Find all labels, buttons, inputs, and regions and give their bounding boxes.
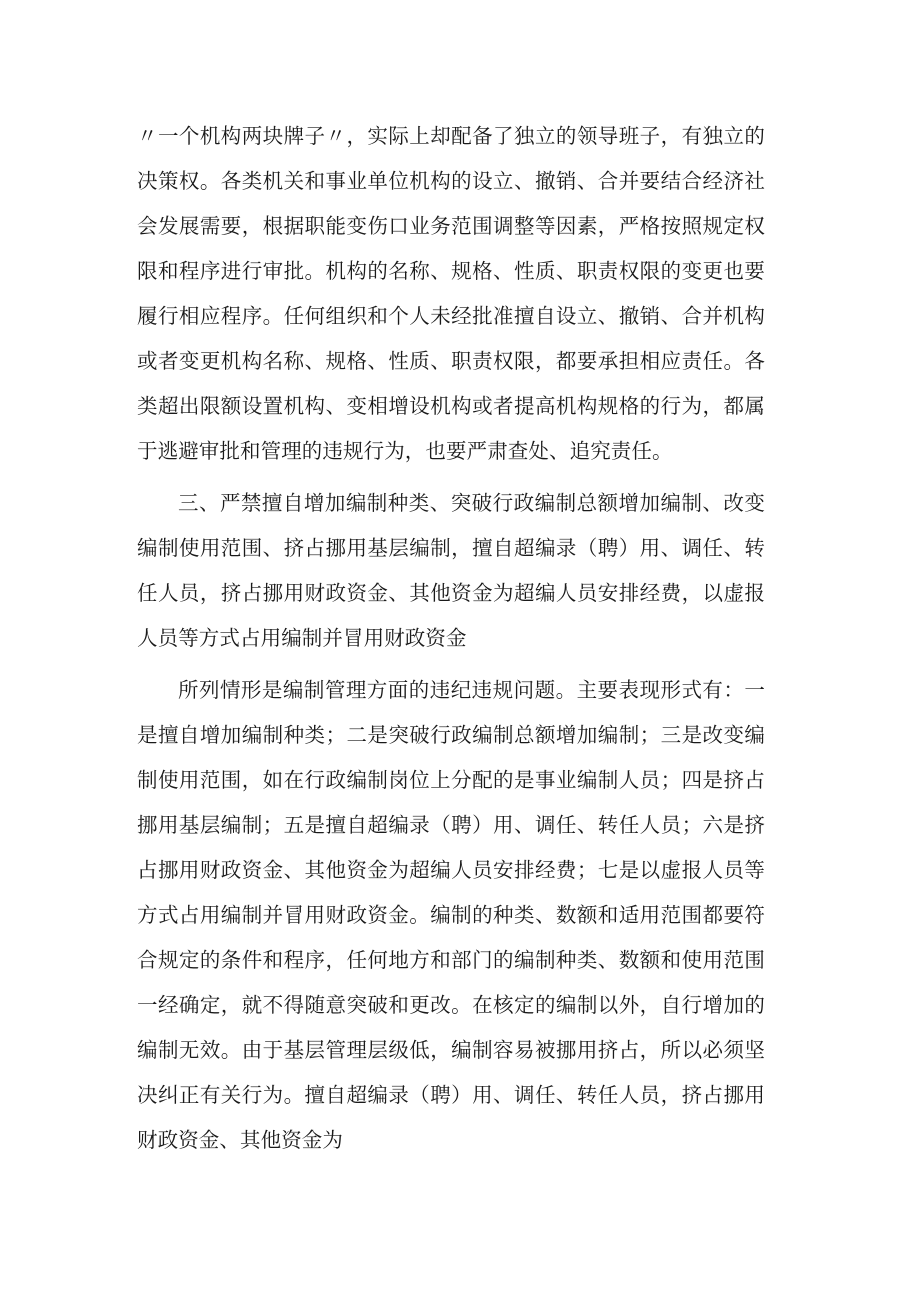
paragraph-explanation: 所列情形是编制管理方面的违纪违规问题。主要表现形式有：一是擅自增加编制种类；二是突破行政编制总额增加编制；三是改变编制使用范围，如在行政编制岗位上分配的是事业编制人员；四是挤占挪用基层编制；五是擅自超编录（聘）用、调任、转任人员；六是挤占挪用财政资金、其他资金为超编人员安排经费；七是以虚报人员等方式占用编制并冒用财政资金。编制的种类、数额和适用范围都要符合规定的条件和程序，任何地方和部门的编制种类、数额和使用范围一经确定，就不得随意突破和更改。在核定的编制以外，自行增加的编制无效。由于基层管理层级低，编制容易被挪用挤占，所以必须坚决纠正有关行为。擅自超编录（聘）用、调任、转任人员，挤占挪用财政资金、其他资金为 <box>137 678 765 1152</box>
paragraph-continued: 〃一个机构两块牌子〃，实际上却配备了独立的领导班子，有独立的决策权。各类机关和事业单位机构的设立、撤销、合并要结合经济社会发展需要，根据职能变伤口业务范围调整等因素，严格按照规定权限和程序进行审批。机构的名称、规格、性质、职责权限的变更也要履行相应程序。任何组织和个人未经批准擅自设立、撤销、合并机构或者变更机构名称、规格、性质、职责权限，都要承担相应责任。各类超出限额设置机构、变相增设机构或者提高机构规格的行为，都属于逃避审批和管理的违规行为，也要严肃查处、追究责任。 <box>137 124 765 463</box>
section-heading-three: 三、严禁擅自增加编制种类、突破行政编制总额增加编制、改变编制使用范围、挤占挪用基层编制，擅自超编录（聘）用、调任、转任人员，挤占挪用财政资金、其他资金为超编人员安排经费，以虚报人员等方式占用编制并冒用财政资金 <box>137 491 765 650</box>
document-body <box>137 114 765 1170</box>
